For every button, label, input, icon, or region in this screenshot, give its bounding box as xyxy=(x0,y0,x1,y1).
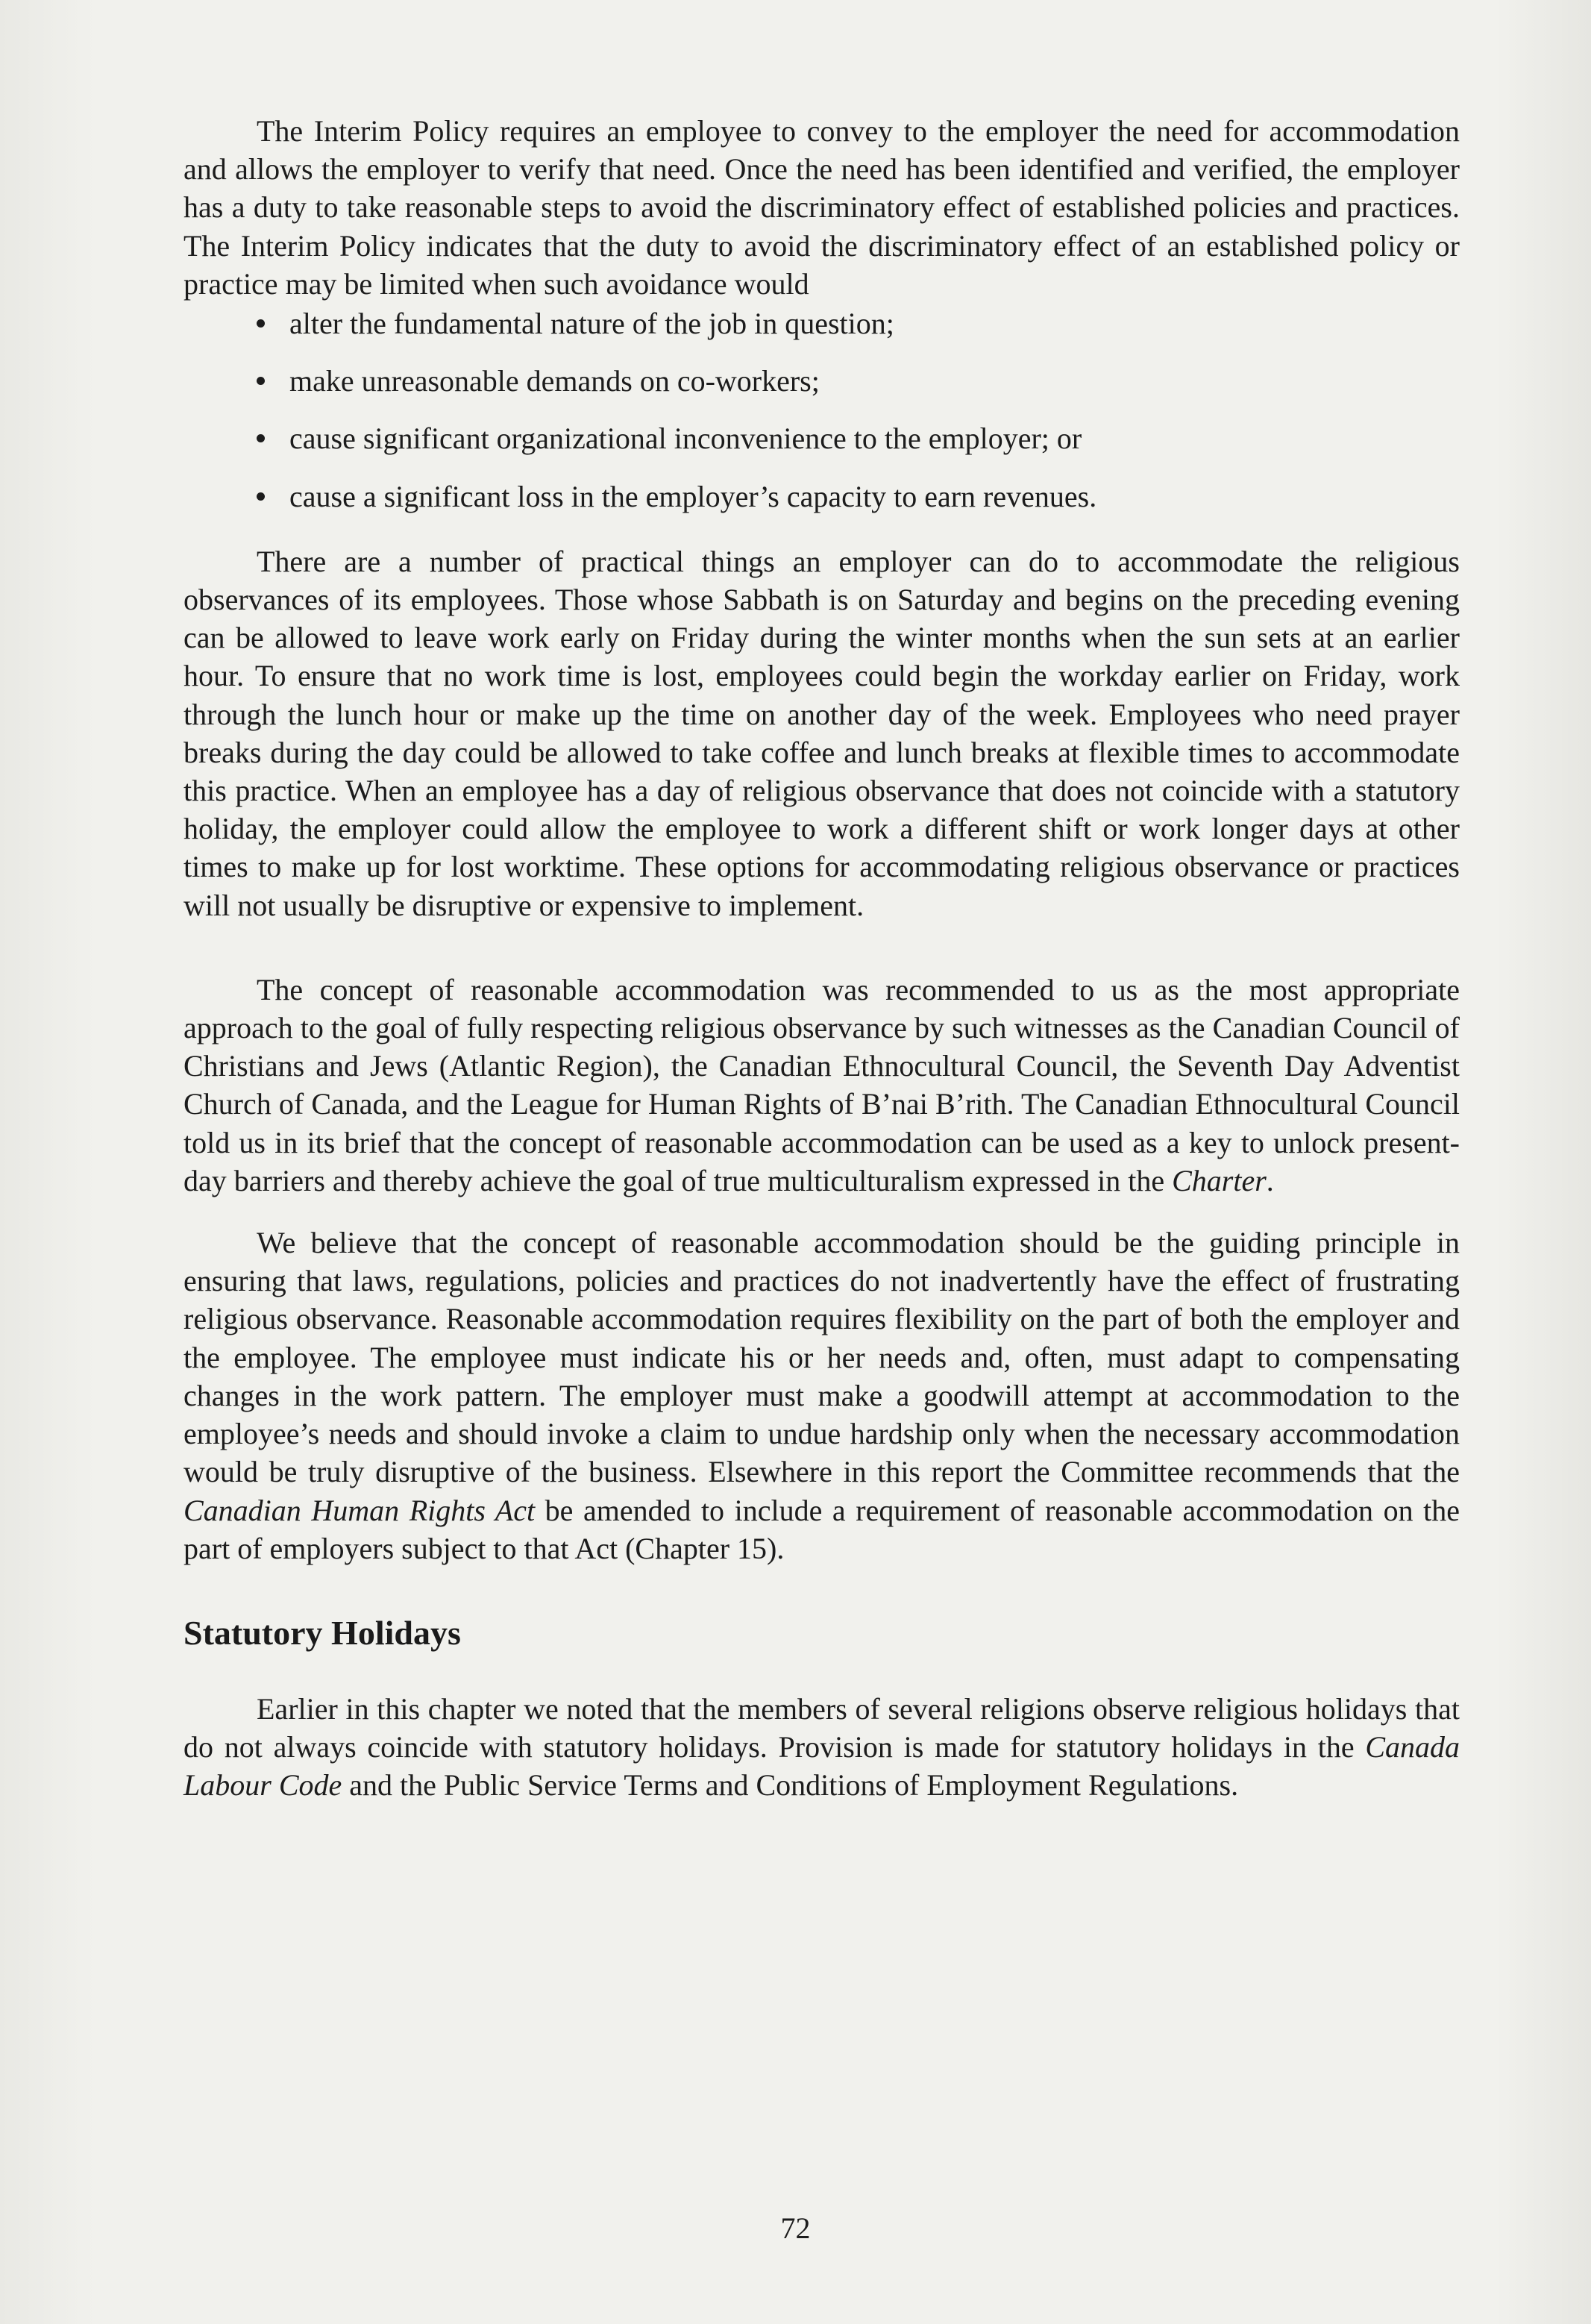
bullet-icon xyxy=(257,434,265,442)
limitation-list xyxy=(183,304,1460,516)
paragraph-statutory-holidays xyxy=(183,1690,1460,1805)
text-column xyxy=(183,112,1460,1805)
paragraph-guiding-principle xyxy=(183,1224,1460,1567)
list-item-text: cause significant organizational inconvenience to the employer; or xyxy=(289,422,1082,456)
paragraph-practical-things: There are a number of practical things an employer can do to accommodate the religious observances of its employees. Those whose Sabbath is on Saturday and begins on the preceding evening can be allowed to leave work early on Friday during the winter months when the sun sets at an earlier hour. To ensure that no work time is lost, employees could begin the workday earlier on Friday, work through the lunch hour or make up the time on another day of the week. Employees who need prayer breaks during the day could be allowed to take coffee and lunch breaks at flexible times to accommodate this practice. When an employee has a day of religious observance that does not coincide with a statutory holiday, the employer could allow the employee to work a different shift or work longer days at other times to make up for lost worktime. These options for accommodating religious observance or practices will not usually be disruptive or expensive to implement. xyxy=(183,544,1460,922)
list-item-text: alter the fundamental nature of the job in question; xyxy=(289,307,894,341)
paragraph-reasonable-accommodation xyxy=(183,971,1460,1200)
paragraph-interim-policy: The Interim Policy requires an employee to convey to the employer the need for accommodation and allows the employer to verify that need. Once the need has been identified and verified, the employer has a duty to take reasonable steps to avoid the discriminatory effect of established policies and practices. The Interim Policy indicates that the duty to avoid the discriminatory effect of an established policy or practice may be limited when such avoidance would xyxy=(183,114,1460,301)
paragraph-text: We believe that the concept of reasonable accommodation should be the guiding principle in ensuring that laws, regulations, policies and practices do not inadvertently have the effect of frustrating religious observance. Reasonable accommodation requires flexibility on the part of both the employer and the employee. The employee must indicate his or her needs and, often, must adapt to compensating changes in the work pattern. The employer must make a goodwill attempt at accommodation to the employee’s needs and should invoke a claim to undue hardship only when the necessary accommodation would be truly disruptive of the business. Elsewhere in this report the Committee recommends that the xyxy=(183,1226,1460,1489)
bullet-icon xyxy=(257,377,265,385)
paragraph-text: Earlier in this chapter we noted that the members of several religions observe religious holidays that do not always coincide with statutory holidays. Provision is made for statutory holidays in the xyxy=(183,1691,1460,1764)
italic-title-charter: Charter xyxy=(1172,1163,1267,1197)
paragraph-text-end: and the Public Service Terms and Conditions of Employment Regulations. xyxy=(349,1768,1239,1802)
italic-title-human-rights-act: Canadian Human Rights Act xyxy=(183,1493,536,1527)
paragraph-text-end: . xyxy=(1266,1163,1274,1197)
paragraph-text: The concept of reasonable accommodation was recommended to us as the most appropriate approach to the goal of fully respecting religious observance by such witnesses as the Canadian Council of Christians and Jews (Atlantic Region), the Canadian Ethnocultural Council, the Seventh Day Adventist Church of Canada, and the League for Human Rights of B’nai B’rith. The Canadian Ethnocultural Council told us in its brief that the concept of reasonable accommodation can be used as a key to unlock present-day barriers and thereby achieve the goal of true multiculturalism expressed in the xyxy=(183,972,1460,1197)
section-heading: Statutory Holidays xyxy=(183,1613,461,1652)
paragraph-text-end: be amended to include a requirement of reasonable accommodation on the part of employers subject to that Act (Chapter 15). xyxy=(183,1493,1460,1565)
bullet-icon xyxy=(257,492,265,501)
list-item xyxy=(183,362,1460,400)
list-item xyxy=(183,477,1460,516)
page-number: 72 xyxy=(780,2211,811,2245)
list-item-text: cause a significant loss in the employer’s capacity to earn revenues. xyxy=(289,479,1097,513)
bullet-icon xyxy=(257,319,265,328)
list-item xyxy=(183,304,1460,342)
list-item xyxy=(183,419,1460,457)
italic-title-labour-code: Canada Labour Code xyxy=(183,1730,1460,1802)
list-item-text: make unreasonable demands on co-workers; xyxy=(289,364,820,398)
